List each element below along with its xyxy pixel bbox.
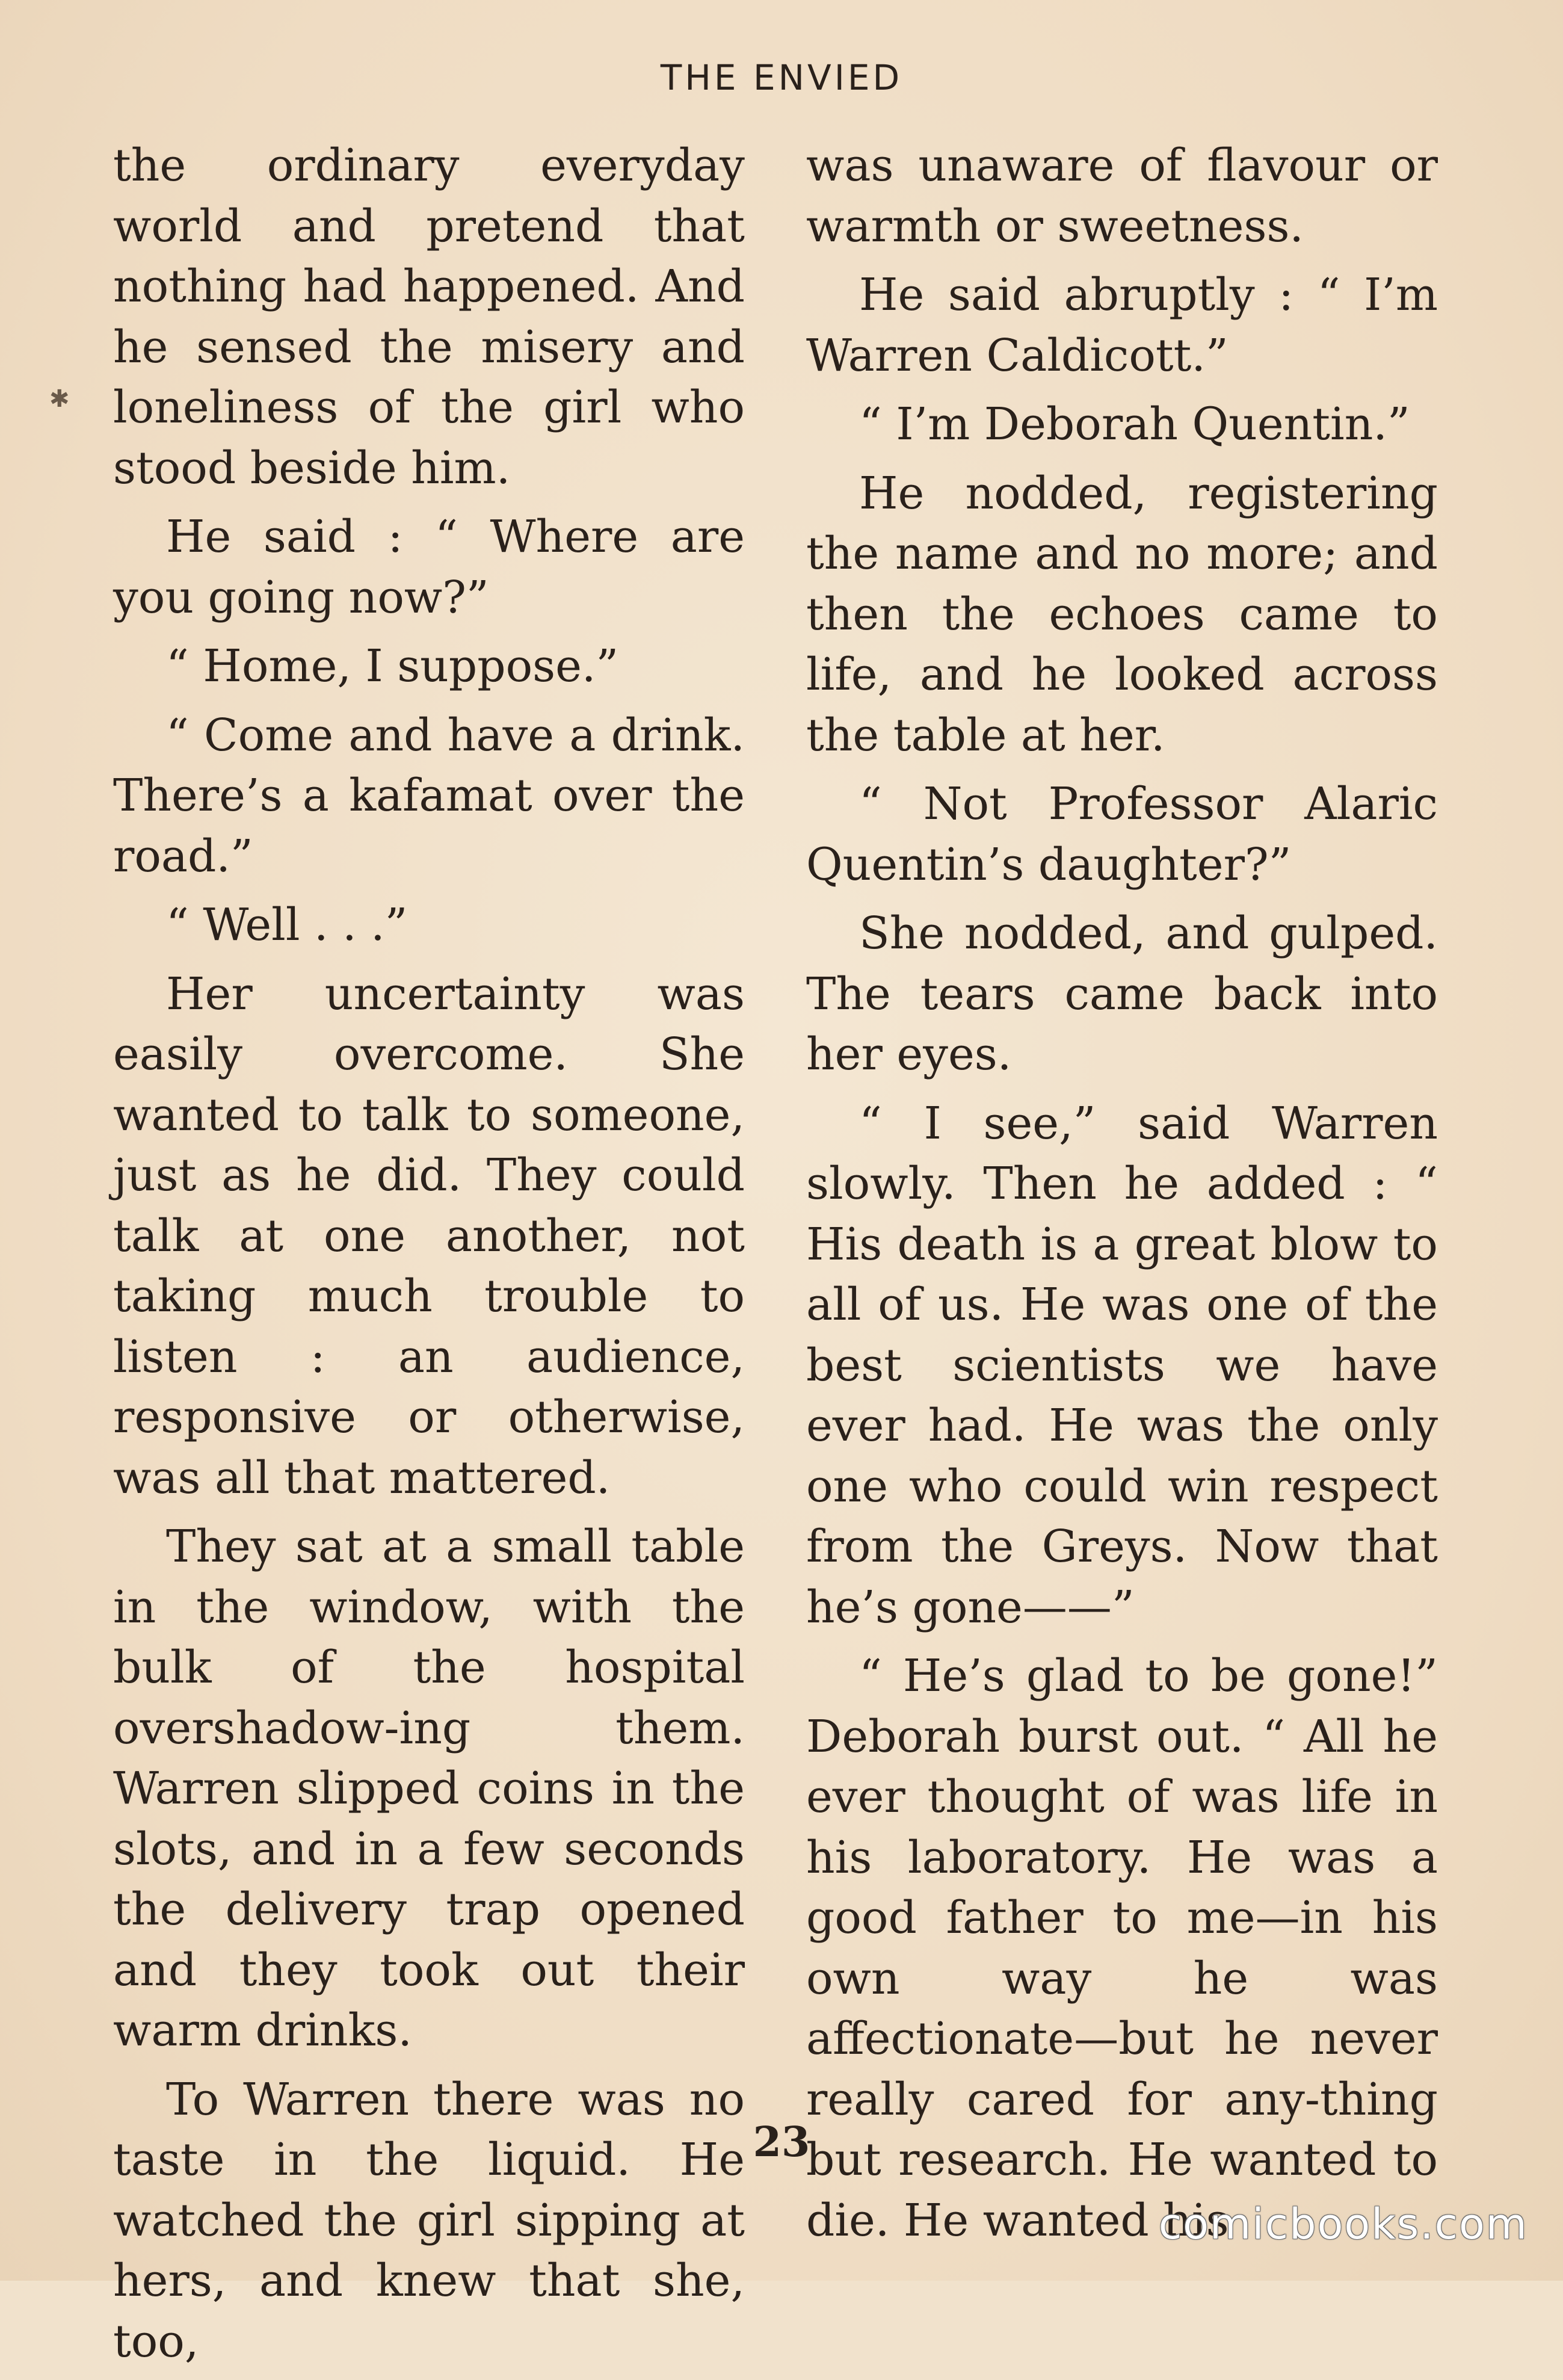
left-column xyxy=(113,135,745,2380)
paragraph: Her uncertainty was easily overcome. She wanted to talk to someone, just as he did. They could talk at one another, not taking much trouble to listen : an audience, responsive or otherwise, was all that mattered. xyxy=(113,968,745,1504)
paragraph: “ He’s glad to be gone!” Deborah burst out. “ All he ever thought of was life in his laboratory. He was a good father to me—in his own way he was affectionate—but he never really cared for any-thing but research. He wanted to die. He wanted his xyxy=(806,1650,1438,2246)
paragraph: She nodded, and gulped. The tears came back into her eyes. xyxy=(806,907,1438,1080)
paragraph: He nodded, registering the name and no more; and then the echoes came to life, and he looked across the table at her. xyxy=(806,467,1438,761)
paragraph: “ Home, I suppose.” xyxy=(166,640,619,692)
page-number: 23 xyxy=(753,2118,810,2166)
watermark: comicbooks.com xyxy=(1158,2199,1528,2249)
paragraph: “ Come and have a drink. There’s a kafamat over the road.” xyxy=(113,709,745,882)
paragraph: He said abruptly : “ I’m Warren Caldicott.” xyxy=(806,269,1438,382)
paragraph: “ Not Professor Alaric Quentin’s daughter?” xyxy=(806,778,1438,891)
running-head: THE ENVIED xyxy=(660,57,903,98)
paragraph: the ordinary everyday world and pretend that nothing had happened. And he sensed the misery and loneliness of the girl who stood beside him. xyxy=(113,140,745,494)
paragraph: “ I’m Deborah Quentin.” xyxy=(859,398,1410,450)
margin-mark-icon: ✱ xyxy=(49,385,70,413)
paragraph: was unaware of flavour or warmth or sweetness. xyxy=(806,140,1438,252)
paragraph: “ Well . . .” xyxy=(166,899,408,951)
paragraph: They sat at a small table in the window, with the bulk of the hospital overshadow-ing them. Warren slipped coins in the slots, and in a few seconds the delivery trap opened and they took out their warm drinks. xyxy=(113,1521,745,2056)
paragraph: He said : “ Where are you going now?” xyxy=(113,511,745,623)
paragraph: To Warren there was no taste in the liquid. He watched the girl sipping at hers, and knew that she, too, xyxy=(113,2073,745,2367)
paragraph: “ I see,” said Warren slowly. Then he added : “ His death is a great blow to all of us. He was one of the best scientists we have ever had. He was the only one who could win respect from the Greys. Now that he’s gone——” xyxy=(806,1097,1438,1633)
right-column xyxy=(806,135,1438,2259)
